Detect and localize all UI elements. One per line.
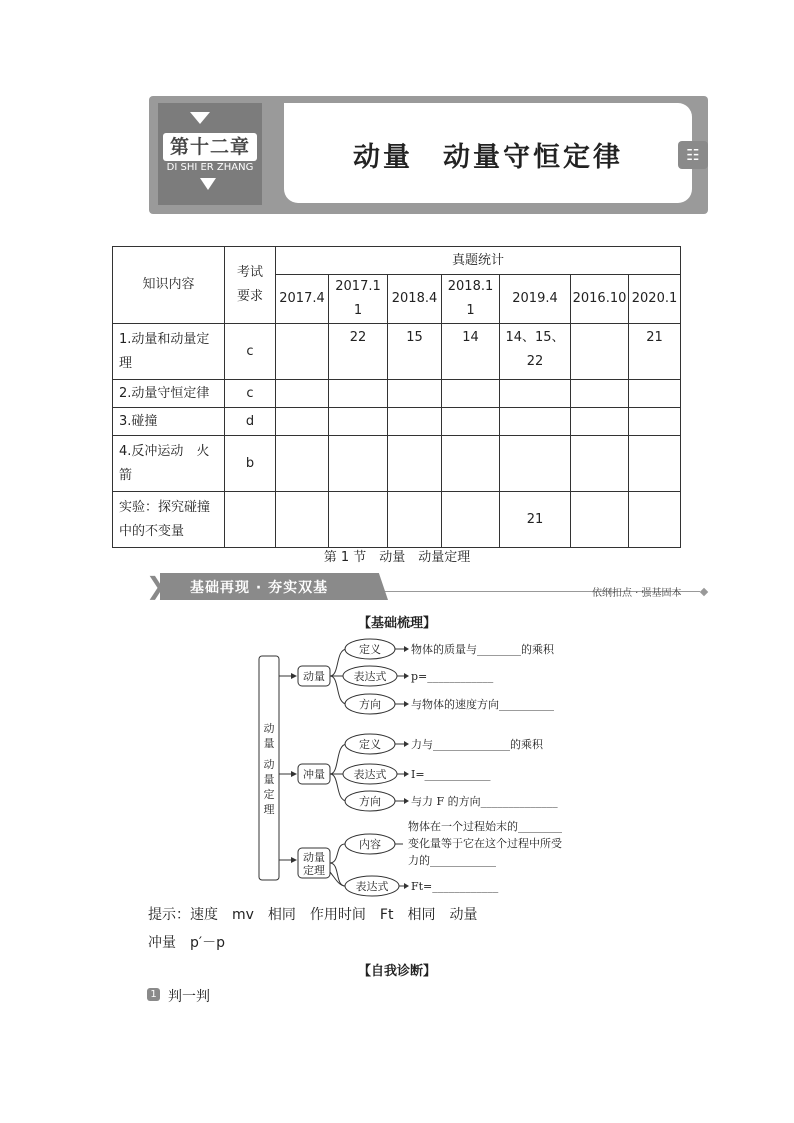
stat-cell — [500, 408, 571, 436]
requirement-cell: c — [225, 380, 276, 408]
stat-cell — [276, 380, 329, 408]
year-header: 2018.4 — [388, 275, 442, 324]
stat-cell — [442, 408, 500, 436]
item-text-momentum-expression: p=____________ — [411, 670, 494, 683]
stat-cell — [571, 380, 629, 408]
svg-text:方向: 方向 — [359, 698, 381, 711]
stat-cell — [629, 492, 681, 548]
concept-mindmap — [255, 630, 575, 888]
svg-text:定义: 定义 — [359, 738, 381, 751]
svg-text:表达式: 表达式 — [353, 768, 387, 781]
stat-cell — [276, 436, 329, 492]
chapter-badge-title: 第十二章 — [163, 133, 257, 161]
knowledge-cell: 4.反冲运动 火 箭 — [113, 436, 225, 492]
svg-text:表达式: 表达式 — [353, 670, 387, 683]
stat-cell — [442, 436, 500, 492]
year-header: 2017.4 — [276, 275, 329, 324]
chapter-title: 动量 动量守恒定律 — [353, 142, 623, 173]
tag-direction-momentum — [345, 694, 395, 714]
stat-cell — [329, 492, 388, 548]
chevron-right-icon: ❯❯ — [146, 572, 167, 600]
stat-cell — [571, 324, 629, 380]
tag-expression-theorem-label: 表达式 — [355, 880, 389, 893]
stat-cell — [571, 492, 629, 548]
badge-triangle-bottom — [200, 178, 216, 190]
band-right-text: 依纲扣点 · 强基固本 — [592, 588, 682, 599]
table-row — [113, 408, 681, 436]
group-label-momentum: 动量 — [303, 670, 325, 683]
item-text-theorem-expression: Ft=____________ — [411, 880, 499, 893]
stat-cell: 15 — [388, 324, 442, 380]
group-label-theorem-l2: 定理 — [303, 864, 325, 877]
stat-cell — [571, 408, 629, 436]
stat-cell — [500, 436, 571, 492]
chapter-badge-pinyin: DI SHI ER ZHANG — [166, 162, 254, 173]
table-row — [113, 436, 681, 492]
item-text-momentum-definition: 物体的质量与________的乘积 — [411, 643, 554, 656]
stat-cell — [276, 324, 329, 380]
diamond-icon — [700, 588, 708, 596]
item-text-impulse-expression: I=____________ — [411, 768, 491, 781]
item-text-theorem-content-l2: 变化量等于它在这个过程中所受 — [408, 837, 562, 850]
stat-cell: 21 — [629, 324, 681, 380]
stat-cell — [629, 380, 681, 408]
knowledge-cell: 3.碰撞 — [113, 408, 225, 436]
stat-cell — [442, 492, 500, 548]
knowledge-cell: 2.动量守恒定律 — [113, 380, 225, 408]
stat-cell: 22 — [329, 324, 388, 380]
root-char: 量 — [263, 773, 275, 786]
group-label-theorem-l1: 动量 — [303, 851, 325, 864]
knowledge-cell: 实验：探究碰撞 中的不变量 — [113, 492, 225, 548]
stat-cell-multiline: 14、15、 22 — [500, 324, 571, 380]
stat-cell — [329, 436, 388, 492]
year-header: 2017.1 1 — [329, 275, 388, 324]
hint-line-2: 冲量 p′－p — [148, 935, 225, 951]
stat-cell — [388, 436, 442, 492]
stat-cell — [276, 408, 329, 436]
stat-cell — [388, 408, 442, 436]
svg-text:内容: 内容 — [359, 838, 381, 851]
header-requirement: 考试 要求 — [225, 247, 276, 324]
self-diagnosis-heading: 【自我诊断】 — [357, 964, 436, 979]
number-badge: 1 — [147, 988, 160, 1001]
theorem-expression-row — [255, 872, 575, 900]
stat-cell: 14 — [442, 324, 500, 380]
stat-cell — [276, 492, 329, 548]
year-header: 2020.1 — [629, 275, 681, 324]
tag-definition-impulse — [345, 734, 395, 754]
root-char: 动 — [263, 758, 275, 771]
stat-cell — [388, 380, 442, 408]
stat-cell — [388, 492, 442, 548]
table-row — [113, 324, 681, 380]
year-header: 2018.1 1 — [442, 275, 500, 324]
table-row — [113, 380, 681, 408]
item-text-theorem-content-l3: 力的____________ — [408, 854, 496, 867]
requirement-cell: d — [225, 408, 276, 436]
basics-heading: 【基础梳理】 — [357, 616, 436, 631]
exam-statistics-table — [112, 246, 681, 548]
tag-expression-impulse — [343, 764, 397, 784]
stat-cell — [629, 408, 681, 436]
header-stats: 真题统计 — [276, 247, 681, 275]
judge-label: 判一判 — [168, 989, 210, 1005]
root-char: 动 — [263, 722, 275, 735]
header-knowledge: 知识内容 — [113, 247, 225, 324]
hint-line-1: 提示：速度 mv 相同 作用时间 Ft 相同 动量 — [148, 907, 478, 923]
root-char: 定 — [263, 788, 275, 801]
stat-cell — [329, 380, 388, 408]
stat-cell — [629, 436, 681, 492]
year-header: 2019.4 — [500, 275, 571, 324]
tag-expression-momentum — [343, 666, 397, 686]
root-char: 理 — [263, 803, 275, 816]
stat-cell — [571, 436, 629, 492]
item-text-impulse-definition: 力与______________的乘积 — [411, 738, 543, 751]
requirement-cell — [225, 492, 276, 548]
band-text: 基础再现 · 夯实双基 — [190, 580, 329, 596]
stat-cell — [329, 408, 388, 436]
stat-cell — [442, 380, 500, 408]
tag-definition-momentum — [345, 639, 395, 659]
item-text-impulse-direction: 与力 F 的方向______________ — [411, 795, 558, 808]
requirement-cell: b — [225, 436, 276, 492]
stat-cell: 21 — [500, 492, 571, 548]
tag-direction-impulse — [345, 791, 395, 811]
knowledge-cell: 1.动量和动量定 理 — [113, 324, 225, 380]
svg-text:方向: 方向 — [359, 795, 381, 808]
requirement-cell: c — [225, 324, 276, 380]
item-text-momentum-direction: 与物体的速度方向__________ — [411, 698, 554, 711]
svg-text:定义: 定义 — [359, 643, 381, 656]
section-title: 第 1 节 动量 动量定理 — [323, 550, 471, 565]
stat-cell — [500, 380, 571, 408]
tag-content-theorem — [345, 834, 395, 854]
table-row — [113, 492, 681, 548]
root-char: 量 — [263, 737, 275, 750]
item-text-theorem-content-l1: 物体在一个过程始末的________ — [408, 820, 562, 833]
year-header: 2016.10 — [571, 275, 629, 324]
badge-triangle-top — [190, 112, 210, 124]
group-label-impulse: 冲量 — [303, 768, 325, 781]
book-search-icon[interactable]: ☷ — [678, 141, 708, 169]
